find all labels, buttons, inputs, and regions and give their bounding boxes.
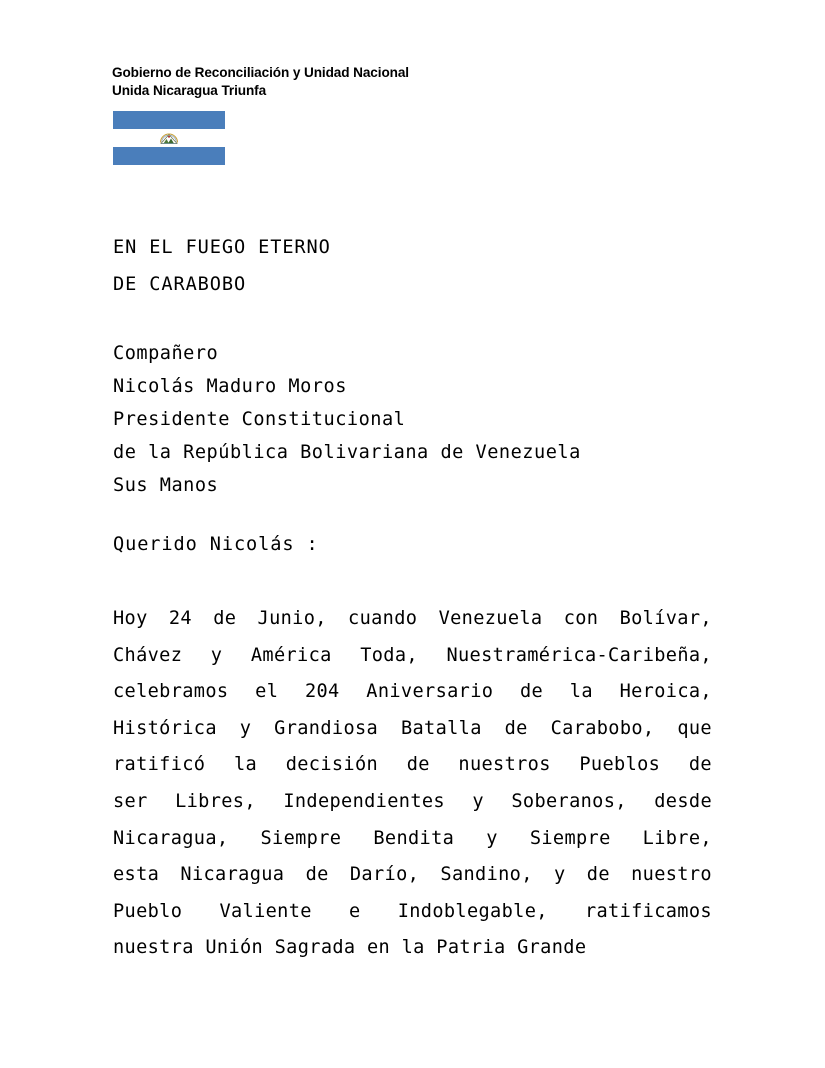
title-line-1: EN EL FUEGO ETERNO — [113, 237, 331, 258]
document-title — [113, 229, 713, 303]
body-word: Sandino, — [440, 864, 533, 886]
body-word: Soberanos, — [511, 790, 627, 812]
body-word: ser — [113, 790, 148, 812]
body-word: Nuestramérica-Caribeña, — [446, 644, 712, 666]
body-word: Grandiosa — [274, 717, 379, 739]
body-word: Sagrada — [263, 937, 356, 959]
body-word: con — [563, 608, 599, 629]
letter-body — [113, 601, 712, 967]
body-word: Aniversario — [366, 681, 494, 703]
body-word: nuestra — [113, 937, 194, 959]
letterhead-line-2: Unida Nicaragua Triunfa — [112, 82, 267, 98]
addressee-delivery-note: Sus Manos — [113, 475, 219, 496]
body-line — [113, 821, 712, 858]
body-word: Venezuela — [438, 608, 543, 629]
body-word: Darío, — [349, 864, 420, 886]
body-word: decisión — [285, 754, 379, 776]
body-word: que — [677, 717, 712, 739]
salutation-block — [113, 528, 713, 561]
body-word: Batalla — [400, 717, 482, 739]
body-word: Toda, — [360, 644, 418, 666]
body-word: y — [472, 790, 484, 812]
body-word: en — [355, 937, 391, 959]
body-word: de — [688, 754, 712, 776]
body-word: cuando — [348, 608, 418, 629]
body-line — [113, 638, 712, 675]
body-word: Patria — [424, 937, 506, 959]
body-word: Siempre — [260, 827, 342, 849]
body-word: Pueblo — [113, 900, 183, 922]
body-word: Histórica — [113, 717, 217, 739]
body-word: Libres, — [175, 790, 256, 812]
addressee-block — [113, 337, 733, 502]
body-word: la — [233, 754, 258, 776]
body-word: Nicaragua — [180, 864, 285, 886]
letterhead-line-1: Gobierno de Reconciliación y Unidad Nacional — [112, 65, 409, 80]
body-word: Hoy — [113, 608, 148, 629]
body-word: 204 — [304, 681, 340, 703]
body-word: Unión — [193, 937, 264, 959]
body-word: de — [504, 717, 528, 739]
addressee-salutation-word: Compañero — [113, 343, 219, 364]
body-line — [113, 894, 712, 931]
letterhead — [112, 64, 712, 99]
body-word: esta — [113, 864, 160, 886]
body-word: nuestros — [458, 754, 551, 776]
body-word: la — [390, 937, 425, 959]
body-word: de — [586, 864, 610, 886]
body-word: y — [210, 644, 223, 666]
body-word: Pueblos — [579, 754, 661, 776]
body-word: ratificó — [113, 754, 206, 776]
body-word: Indoblegable, — [397, 900, 548, 922]
body-word: Valiente — [219, 900, 312, 922]
body-word: de — [406, 754, 430, 776]
body-word: e — [348, 900, 361, 922]
body-word: 24 — [168, 608, 192, 629]
body-word: Chávez — [113, 644, 183, 666]
body-word: América — [250, 644, 332, 666]
flag-band-top — [113, 111, 225, 129]
body-word: el — [255, 681, 279, 703]
coat-of-arms-icon — [157, 131, 181, 146]
body-word: Siempre — [529, 827, 611, 849]
body-line — [113, 747, 712, 784]
body-word: de — [520, 681, 544, 703]
nicaragua-flag-icon — [113, 111, 225, 165]
body-word: ratificamos — [584, 900, 712, 922]
body-line — [113, 784, 712, 821]
addressee-country: de la República Bolivariana de Venezuela — [113, 442, 581, 463]
body-word: Junio, — [257, 608, 327, 629]
body-word: Grande — [505, 937, 587, 959]
body-line — [113, 857, 712, 894]
body-word: Independientes — [283, 790, 445, 812]
body-word: Carabobo, — [550, 717, 655, 739]
body-word: de — [213, 608, 237, 629]
addressee-name: Nicolás Maduro Moros — [113, 376, 347, 397]
body-word: desde — [654, 790, 712, 812]
body-word: Bendita — [373, 827, 455, 849]
salutation-text: Querido Nicolás : — [113, 534, 319, 555]
body-line — [113, 601, 712, 638]
body-word: celebramos — [113, 681, 229, 703]
body-word: y — [486, 827, 498, 849]
body-word: y — [239, 717, 252, 739]
title-line-2: DE CARABOBO — [113, 274, 247, 295]
body-line — [113, 711, 712, 748]
body-word: la — [569, 681, 593, 703]
body-word: Nicaragua, — [113, 827, 229, 849]
body-word: y — [554, 864, 566, 886]
body-word: Bolívar, — [619, 608, 712, 629]
body-word: nuestro — [631, 864, 712, 886]
flag-band-bottom — [113, 147, 225, 165]
body-word: Libre, — [642, 827, 712, 849]
body-word: de — [305, 864, 329, 886]
body-line — [113, 674, 712, 711]
body-line — [113, 930, 712, 967]
body-word: Heroica, — [619, 681, 712, 703]
addressee-title: Presidente Constitucional — [113, 409, 406, 430]
